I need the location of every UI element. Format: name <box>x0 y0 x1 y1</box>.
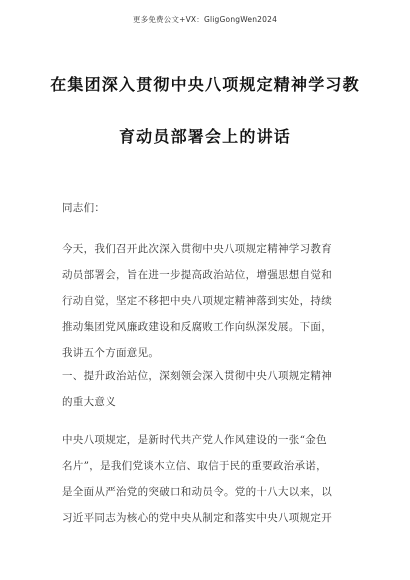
paragraph-line: 是全面从严治党的突破口和动员令。党的十八大以来，以 <box>62 486 332 498</box>
paragraph-1 <box>62 236 352 366</box>
section-1-heading <box>62 363 352 415</box>
paragraph-line: 习近平同志为核心的党中央从制定和落实中央八项规定开 <box>62 512 332 524</box>
document-title-line-2: 育动员部署会上的讲话 <box>118 127 291 146</box>
greeting <box>62 195 352 221</box>
paragraph-line: 名片”，是我们党谈木立信、取信于民的重要政治承诺， <box>62 460 327 472</box>
paragraph-2 <box>62 427 352 531</box>
header-note: 更多免费公文+VX：GligGongWen2024 <box>132 15 278 24</box>
paragraph-line: 今天，我们召开此次深入贯彻中央八项规定精神学习教育 <box>62 243 332 255</box>
paragraph-line: 动员部署会，旨在进一步提高政治站位，增强思想自觉和 <box>62 269 332 281</box>
greeting-text: 同志们： <box>62 202 106 214</box>
paragraph-line: 我讲五个方面意见。 <box>62 347 160 359</box>
paragraph-line: 推动集团党风廉政建设和反腐败工作向纵深发展。下面， <box>62 321 332 333</box>
document-title-line-1: 在集团深入贯彻中央八项规定精神学习教 <box>50 75 360 94</box>
heading-line: 的重大意义 <box>62 396 116 408</box>
paragraph-line: 中央八项规定，是新时代共产党人作风建设的一张“金色 <box>62 434 327 446</box>
heading-line: 一、提升政治站位，深刻领会深入贯彻中央八项规定精神 <box>62 370 332 382</box>
paragraph-line: 行动自觉，坚定不移把中央八项规定精神落到实处，持续 <box>62 295 332 307</box>
